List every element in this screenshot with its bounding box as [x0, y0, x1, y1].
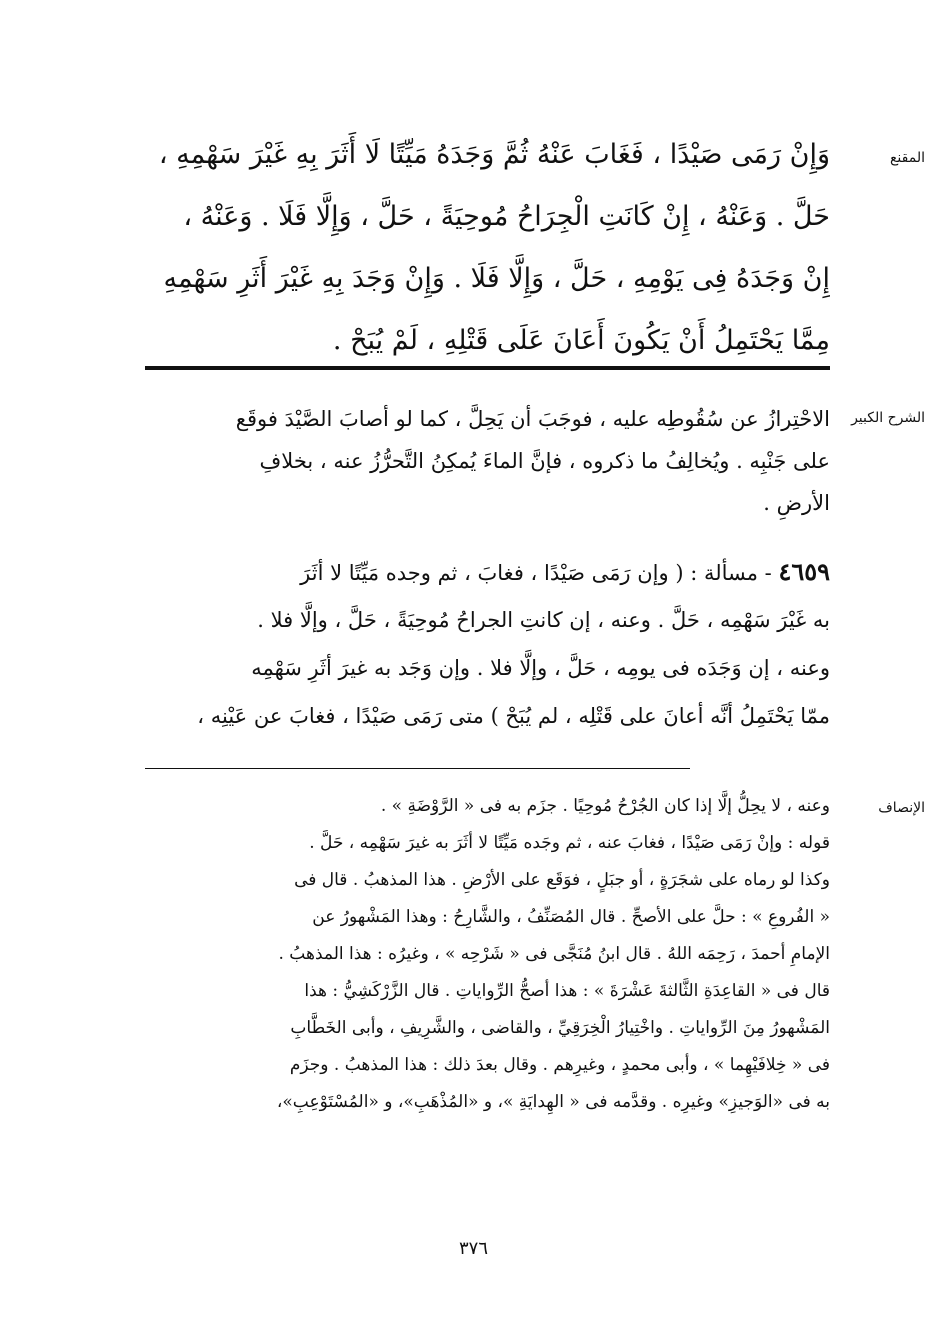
insaf-text: [110, 788, 830, 1121]
masala-first-line: [110, 548, 830, 596]
text-line: وعنه ، لا يحِلُّ إلَّا إذا كان الجُرْحُ مُوحِيًا . جزَم به فى « الرَّوْضَةِ » .: [380, 796, 830, 816]
text-line: « الفُروعِ » : حلَّ على الأصحِّ . قال المُصَنِّفُ ، والشَّارِحُ : وهذا المَشْهورُ عن: [312, 907, 830, 927]
text-line: وكذا لو رماه على شجَرَةٍ ، أو جبَلٍ ، فوَقَع على الأرْضِ . هذا المذهبُ . قال فى: [294, 870, 830, 890]
text-line: فى « خِلافَيْهِما » ، وأبى محمدٍ ، وغيرِهم . وقال بعدَ ذلك : هذا المذهبُ . وجزَم: [289, 1055, 830, 1075]
text-line: الأرضِ .: [763, 491, 830, 515]
text-line: قال فى « القاعِدَةِ الثَّالثةَ عَشْرَةَ » : هذا أصحُّ الرِّواياتِ . قال الزَّرْكَشِيُّ : هذا: [304, 981, 830, 1001]
masala-text: [110, 548, 830, 740]
text-line: الاحْتِرازُ عن سُقُوطِه عليه ، فوجَبَ أن يَحِلَّ ، كما لو أصابَ الصَّيْدَ فوقَع: [235, 407, 830, 431]
text-line: حَلَّ . وَعَنْهُ ، إِنْ كَانَتِ الْجِرَاحُ مُوحِيَةً ، حَلَّ ، وَإِلَّا فَلَا . وَعَنْهُ ،: [183, 201, 830, 232]
label-sharh-kabir: الشرح الكبير: [851, 410, 925, 426]
text-line: وعنه ، إن وَجَدَه فى يومِه ، حَلَّ ، وإلَّا فلا . وإن وَجَد به غيرَ أثَرِ سَهْمِه: [251, 656, 830, 680]
label-muqni: المقنع: [889, 150, 925, 166]
text-line: المَشْهورُ مِنَ الرِّواياتِ . واخْتِيارُ الْخِرَقِيِّ ، والقاضى ، والشَّرِيفِ ، وأبى الخَطَّابِ: [290, 1018, 830, 1038]
text-line: إِنْ وَجَدَهُ فِى يَوْمِهِ ، حَلَّ ، وَإِلَّا فَلَا . وَإِنْ وَجَدَ بِهِ غَيْرَ أَثَرِ سَهْمِهِ: [163, 263, 830, 294]
text-line: وَإِنْ رَمَى صَيْدًا ، فَغَابَ عَنْهُ ثُمَّ وَجَدَهُ مَيِّتًا لَا أَثَرَ بِهِ غَيْرَ سَهْمِهِ ،: [158, 139, 830, 170]
text-line: ممّا يَحْتَمِلُ أنَّه أعانَ على قَتْلِه ، لم يُبَحْ ) متى رَمَى صَيْدًا ، فغابَ عن عَيْنِه ،: [197, 704, 830, 728]
text-line: قوله : وإنْ رَمَى صَيْدًا ، فغابَ عنه ، ثم وجَده مَيِّتًا لا أثَرَ به غيرَ سَهْمِه ، حَلَّ .: [309, 833, 830, 853]
text-line: على جَنْبِه . ويُخالِفُ ما ذكروه ، فإنَّ الماءَ يُمكِنُ التَّحرُّزُ عنه ، بخلافِ: [259, 449, 830, 473]
sharh-intro-text: [110, 398, 830, 524]
text-line: به فى «الوَجيزِ» وغيرِه . وقدَّمه فى « الهِدايَةِ »، و «المُذْهَبِ»، و «المُسْتَوْعِبِ»،: [276, 1092, 830, 1112]
issue-number: ٤٦٥٩: [778, 557, 830, 586]
muqni-text: [110, 124, 830, 372]
text-line: به غَيْرَ سَهْمِه ، حَلَّ . وعنه ، إن كانتِ الجراحُ مُوحِيَةً ، حَلَّ ، وإلَّا فلا .: [257, 608, 830, 632]
text-line: الإمامِ أحمدَ ، رَحِمَه اللهُ . قال ابنُ مُنَجَّى فى « شَرْحِه » ، وغيرُه : هذا المذهبُ .: [278, 944, 830, 964]
text-line: مِمَّا يَحْتَمِلُ أَنْ يَكُونَ أَعَانَ عَلَى قَتْلِهِ ، لَمْ يُبَحْ .: [332, 325, 830, 356]
masala-heading: - مسألة : ( وإن رَمَى صَيْدًا ، فغابَ ، ثم وجده مَيِّتًا لا أثَرَ: [300, 561, 779, 585]
section-divider: [145, 366, 830, 370]
footnote-divider: [145, 768, 690, 769]
page-number: ٣٧٦: [458, 1238, 488, 1259]
label-insaf: الإنصاف: [878, 800, 925, 816]
